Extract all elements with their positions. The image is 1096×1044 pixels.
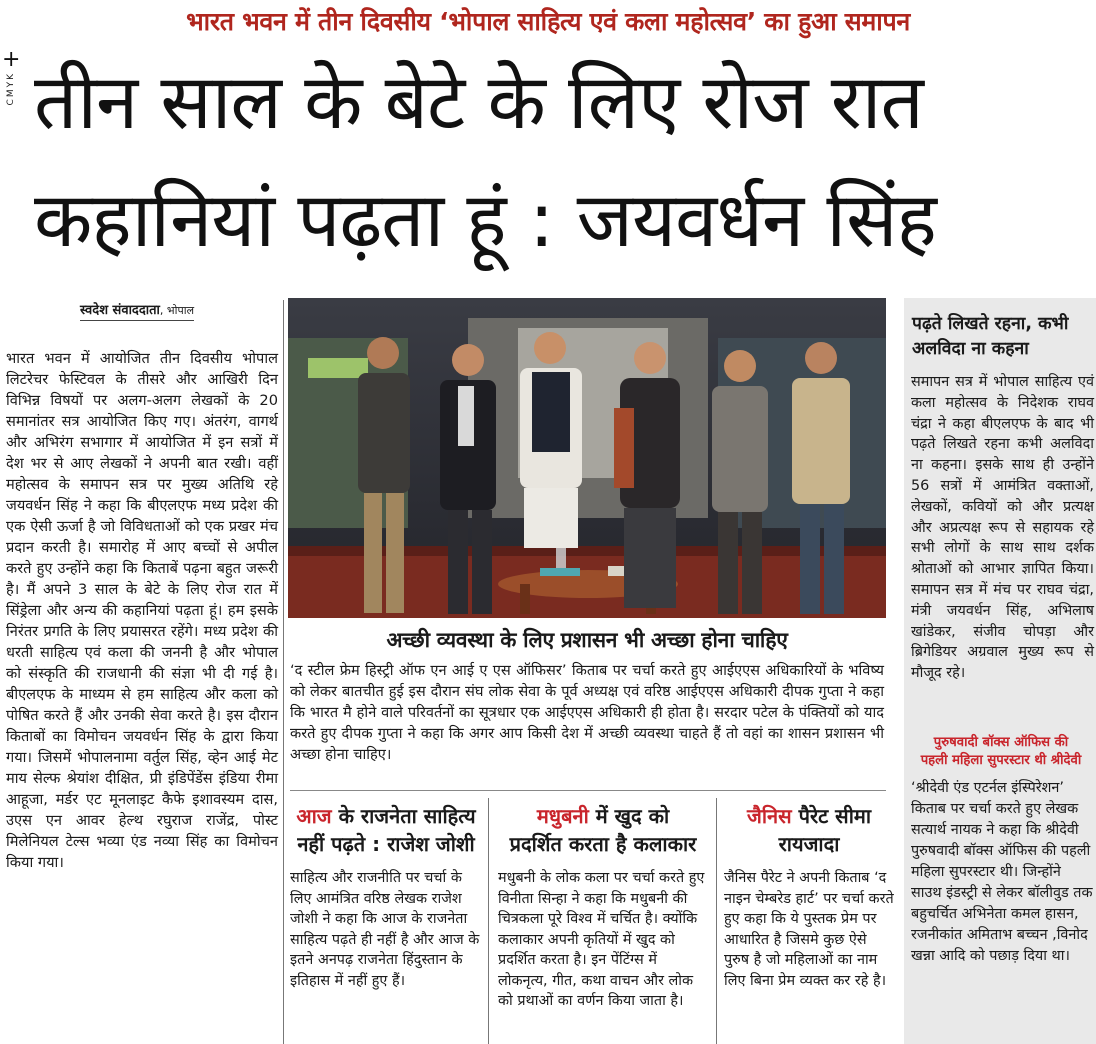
story-madhubani-text: मधुबनी के लोक कला पर चर्चा करते हुए विनीता सिन्हा ने कहा कि मधुबनी की चित्रकला पूरे विश्व में चर्चित है। क्योंकि कलाकार अपनी कृतियों में खुद को प्रदर्शित करता है। इन पेंटिंग्स में लोकनृत्य, गीत, कथा वाचन और लोक को प्रथाओं का वर्णन किया जाता है।: [498, 870, 705, 1009]
story-madhubani-heading-highlight: मधुबनी: [536, 804, 589, 828]
main-story-column: [6, 348, 278, 873]
person-2: [440, 344, 496, 614]
photo-caption-body: [290, 660, 884, 765]
story-joshi-heading: [290, 802, 482, 858]
story-madhubani-body: [498, 868, 708, 1012]
sidebar-heading: [912, 312, 1094, 362]
story-madhubani: [498, 802, 708, 1012]
sidebar-text-2: ‘श्रीदेवी एंड एटर्नल इंस्पिरेशन’ किताब पर चर्चा करते हुए लेखक सत्यार्थ नायक ने कहा कि श्रीदेवी पुरुषवादी बॉक्स ऑफिस की पहली महिला सुपरस्टार थी। जिन्होंने साउथ इंडस्ट्री से लेकर बॉलीवुड तक बहुचर्चित अभिनेता कमल हासन, रजनीकांत अमिताभ बच्चन ,विनोद खन्ना आदि को पछाड़ दिया था।: [911, 780, 1093, 964]
story-janis-heading-rest: पैरेट सीमा: [791, 804, 872, 828]
sidebar-heading-line1: पढ़ते लिखते रहना, कभी: [912, 314, 1069, 334]
sidebar-subheading: [906, 734, 1096, 770]
sidebar-subheading-line1: पुरुषवादी बॉक्स ऑफिस की: [933, 735, 1069, 750]
story-madhubani-heading: [498, 802, 708, 858]
story-janis-body: [724, 868, 894, 991]
story-janis-heading: [724, 802, 894, 858]
sidebar-heading-line2: अलविदा ना कहना: [912, 339, 1029, 359]
stage-photo-illustration: [288, 298, 886, 618]
story-madhubani-heading-line2: प्रदर्शित करता है कलाकार: [509, 832, 697, 856]
photo-caption-text: ‘द स्टील फ्रेम हिस्ट्री ऑफ एन आई ए एस ऑफिसर’ किताब पर चर्चा करते हुए आईएएस अधिकारियों के भविष्य को लेकर बातचीत हुई इस दौरान संघ लोक सेवा के पूर्व अध्यक्ष एवं वरिष्ठ आईएएस अधिकारी दीपक गुप्ता ने कहा कि भारत मै होने वाले परिवर्तनों का सूत्रधार एक आईएएस अधिकारी ही होता है। सरदार पटेल के पंक्तियों को याद करते हुए दीपक गुप्ता ने कहा कि अगर आप किसी देश में अच्छी व्यवस्था चाहते हैं तो वहां का शासन प्रशासन भी अच्छा होना चाहिए।: [290, 662, 884, 763]
sidebar-body-2: [911, 778, 1094, 967]
story-madhubani-heading-rest: में खुद को: [588, 804, 670, 828]
story-joshi-body: [290, 868, 482, 991]
sidebar-subheading-line2: पहली महिला सुपरस्टार थी श्रीदेवी: [920, 753, 1082, 768]
column-divider: [716, 798, 717, 1044]
byline-name: स्वदेश संवाददाता: [80, 303, 160, 318]
story-joshi-text: साहित्य और राजनीति पर चर्चा के लिए आमंत्रित वरिष्ठ लेखक राजेश जोशी ने कहा कि आज के राजनेता साहित्य पढ़ते ही नहीं है और आज के इतने अनपढ़ राजनेता हिंदुस्तान के इतिहास में नहीं हुए हैं।: [290, 870, 480, 989]
section-divider: [290, 790, 886, 791]
headline-line-2: कहानियां पढ़ता हूं : जयवर्धन सिंह: [34, 175, 936, 264]
headline-line-1: तीन साल के बेटे के लिए रोज रात: [34, 57, 923, 146]
main-story-text: भारत भवन में आयोजित तीन दिवसीय भोपाल लिटरेचर फेस्टिवल के तीसरे और आखिरी दिन विभिन्न विषयों पर अलग-अलग लेखकों के 20 समानांतर सत्र आयोजित किए गए। अंतरंग, वागर्थ और अभिरंग सभागार में आयोजित में इन सत्रों में देश भर से आए लेखकों ने अपनी बात रखी। वहीं महोत्सव के समापन सत्र पर मुख्य अतिथि रहे जयवर्धन सिंह ने कहा कि बीएलएफ मध्य प्रदेश की एक ऐसी ऊर्जा है जो विविधताओं को एक प्रखर मंच प्रदान करती है। समारोह में आए बच्चों से अपील करते हुए उन्होंने कहा कि किताबें पढ़ना बहुत जरूरी है। मैं अपने 3 साल के बेटे के लिए रोज रात में सिंड्रेला और अन्य की कहानियां पढ़ता हूं। हम इसके निरंतर प्रगति के लिए प्रयासरत रहेंगे। मध्य प्रदेश की धरती साहित्य एवं कला की जननी है और भोपाल को संस्कृति की राजधानी की संज्ञा भी दी गई है। बीएलएफ के माध्यम से हम साहित्य और कला को पोषित करते हैं और उनकी सेवा करते है। इस दौरान किताबों का विमोचन जयवर्धन सिंह के द्वारा किया गया। जिसमें भोपालनामा वर्तुल सिंह, व्हेन आई मेट माय सेल्फ श्रेयांश दीक्षित, प्री इंडिपेंडेंस इंडिया रीमा आहूजा, मर्डर एट मूनलाइट कैफे इशावस्यम दास, उएस एन आवर हेल्थ रघुराज राजेंद्र, पोस्ट मिलेनियल टेल्स भव्या एंड नव्या सिंह का विमोचन किया गया।: [6, 350, 278, 871]
cmyk-print-mark: [2, 47, 21, 106]
story-joshi-heading-rest: के राजनेता साहित्य: [331, 804, 476, 828]
event-photo: [288, 298, 886, 618]
byline-city: , भोपाल: [159, 304, 195, 317]
byline: [80, 300, 194, 321]
story-joshi-heading-line2: नहीं पढ़ते : राजेश जोशी: [297, 832, 475, 856]
kicker-headline: भारत भवन में तीन दिवसीय ‘भोपाल साहित्य एवं कला महोत्सव’ का हुआ समापन: [186, 7, 910, 36]
cmyk-letters: CMYK: [6, 72, 16, 106]
registration-plus-icon: +: [2, 47, 21, 72]
column-divider: [283, 300, 284, 1044]
story-joshi-heading-highlight: आज: [296, 804, 332, 828]
story-rajesh-joshi: [290, 802, 482, 991]
sidebar-body: [911, 372, 1094, 684]
story-janis-pariat: [724, 802, 894, 991]
column-divider: [488, 798, 489, 1044]
story-janis-heading-line2: रायजादा: [778, 832, 840, 856]
story-janis-text: जैनिस पैरेट ने अपनी किताब ‘द नाइन चेम्बरेड हार्ट’ पर चर्चा करते हुए कहा कि ये पुस्तक प्रेम पर आधारित है जिसमे कुछ ऐसे पुरुष है जो महिलाओं का नाम लिए बिना प्रेम व्यक्त कर रहे है।: [724, 870, 894, 989]
story-janis-heading-highlight: जैनिस: [746, 804, 792, 828]
photo-caption-title: अच्छी व्यवस्था के लिए प्रशासन भी अच्छा होना चाहिए: [386, 628, 788, 652]
sidebar-text: समापन सत्र में भोपाल साहित्य एवं कला महोत्सव के निदेशक राघव चंद्रा ने कहा बीएलएफ के बाद भी पढ़ते लिखते रहना कभी अलविदा ना कहना। इसके साथ ही उन्होंने 56 सत्रों में आमंत्रित वक्ताओं, लेखकों, कवियों को और प्रत्यक्ष और अप्रत्यक्ष रूप से सहायक रहे सभी लोगों के साथ साथ दर्शक श्रोताओं को आभार ज्ञापित किया। समापन सत्र में मंच पर राघव चंद्रा, मंत्री जयवर्धन सिंह, अभिलाष खांडेकर, संजीव चोपड़ा और ब्रिगेडियर अग्रवाल मुख्य रूप से मौजूद रहे।: [911, 374, 1094, 682]
